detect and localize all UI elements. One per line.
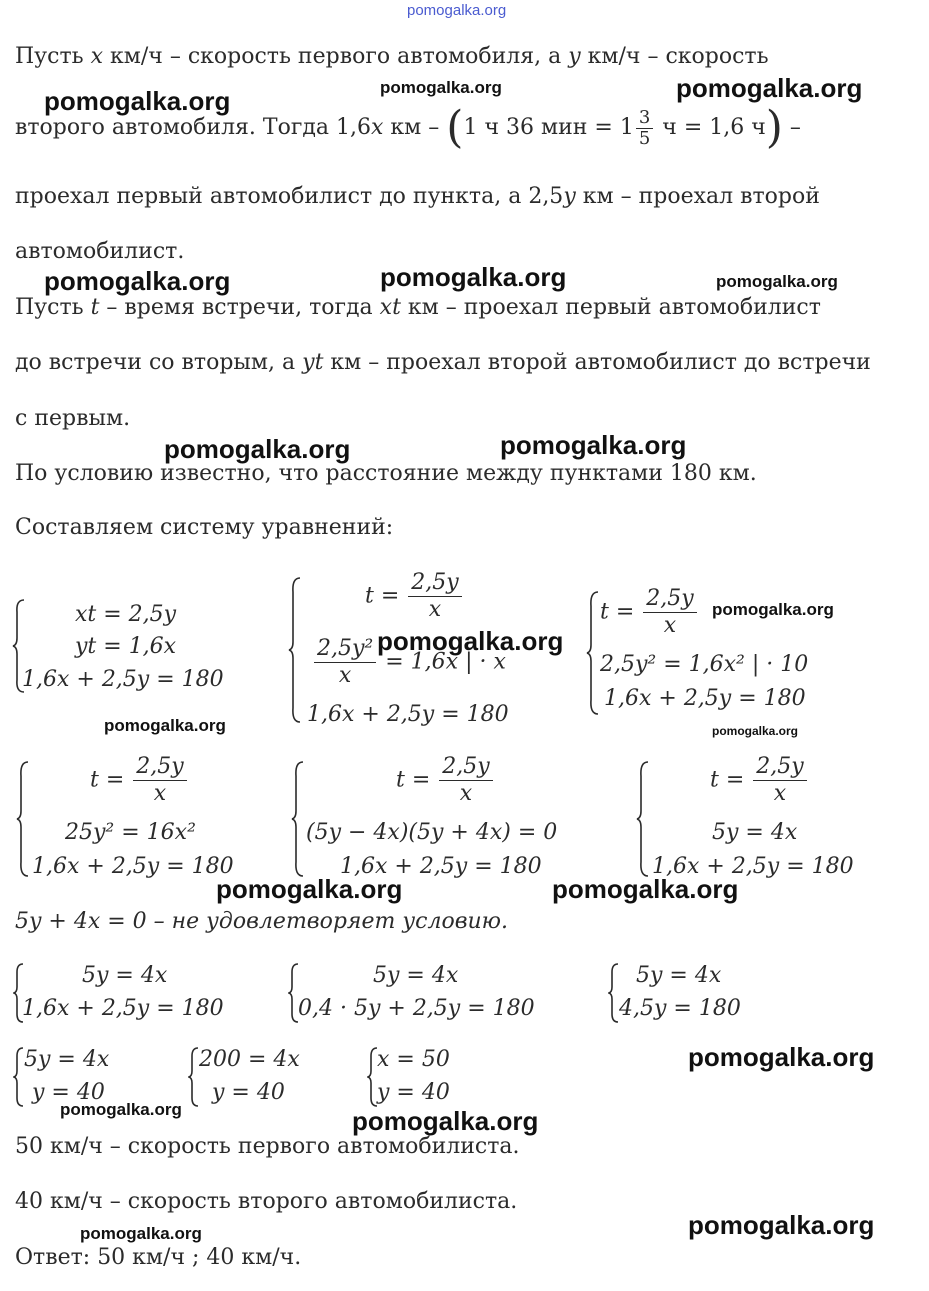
system2-row2: $\frac{\text{2,5y²}}{x}$ = 1,6x | · x bbox=[312, 636, 506, 689]
text-fragment: км/ч – скорость bbox=[580, 44, 769, 69]
text-fragment: – время встречи, тогда bbox=[99, 295, 380, 320]
text-line-4: автомобилист. bbox=[15, 239, 185, 264]
paren-open: ( bbox=[446, 102, 464, 153]
watermark: pomogalka.org bbox=[164, 434, 351, 464]
system3-row2: 2,5y² = 1,6x² | · 10 bbox=[600, 652, 809, 677]
watermark: pomogalka.org bbox=[60, 1100, 182, 1119]
system10-row2: y = 40 bbox=[32, 1080, 105, 1105]
text-line-10: 5y + 4x = 0 – не удовлетворяет условию. bbox=[15, 909, 509, 934]
var-yt: yt bbox=[302, 350, 324, 375]
system8-row1: 5y = 4x bbox=[373, 963, 459, 988]
system11-row1: 200 = 4x bbox=[199, 1047, 300, 1072]
paren-close: ) bbox=[765, 102, 783, 153]
text-fragment: проехал первый автомобилист до пункта, а 2,5 bbox=[15, 184, 564, 209]
text-fragment: км – проехал второй автомобилист до встречи bbox=[323, 350, 871, 375]
var-x: x bbox=[90, 44, 104, 69]
brace-left bbox=[291, 760, 305, 878]
var-t: t bbox=[90, 295, 100, 320]
watermark: pomogalka.org bbox=[380, 262, 567, 292]
system4-row2: 25y² = 16x² bbox=[65, 820, 196, 845]
system12-row1: x = 50 bbox=[377, 1047, 450, 1072]
answer-final: Ответ: 50 км/ч ; 40 км/ч. bbox=[15, 1245, 302, 1270]
system6-row2: 5y = 4x bbox=[712, 820, 798, 845]
system6-row1: t = $\frac{2,5y}{x}$ bbox=[710, 754, 809, 807]
system1-row3: 1,6x + 2,5y = 180 bbox=[22, 667, 224, 692]
watermark: pomogalka.org bbox=[352, 1106, 539, 1136]
var-y: y bbox=[568, 44, 581, 69]
system12-row2: y = 40 bbox=[377, 1080, 450, 1105]
watermark: pomogalka.org bbox=[688, 1210, 875, 1240]
watermark: pomogalka.org bbox=[104, 716, 226, 735]
text-fragment: км – проехал второй bbox=[575, 184, 820, 209]
system7-row2: 1,6x + 2,5y = 180 bbox=[22, 996, 224, 1021]
text-line-6 bbox=[15, 349, 871, 377]
system5-row2: (5y − 4x)(5y + 4x) = 0 bbox=[306, 820, 558, 845]
system2-row3: 1,6x + 2,5y = 180 bbox=[307, 702, 509, 727]
fraction-3-5: $\frac{3}{5}$ bbox=[636, 108, 653, 149]
text-fragment: до встречи со вторым, а bbox=[15, 350, 303, 375]
watermark: pomogalka.org bbox=[552, 874, 739, 904]
text-fragment: км/ч – скорость первого автомобиля, а bbox=[103, 44, 569, 69]
system4-row1: t = $\frac{2,5y}{x}$ bbox=[90, 754, 189, 807]
var-y: y bbox=[563, 184, 576, 209]
system6-row3: 1,6x + 2,5y = 180 bbox=[652, 854, 854, 879]
watermark: pomogalka.org bbox=[80, 1224, 202, 1243]
system3-row3: 1,6x + 2,5y = 180 bbox=[604, 686, 806, 711]
watermark: pomogalka.org bbox=[716, 272, 838, 291]
watermark: pomogalka.org bbox=[712, 724, 799, 738]
system2-row1: t = $\frac{2,5y}{x}$ bbox=[365, 570, 464, 623]
watermark: pomogalka.org bbox=[380, 78, 502, 97]
text-line-1 bbox=[15, 43, 769, 71]
brace-left bbox=[288, 576, 302, 724]
watermark: pomogalka.org bbox=[216, 874, 403, 904]
system9-row1: 5y = 4x bbox=[636, 963, 722, 988]
text-fragment: Пусть bbox=[15, 295, 91, 320]
watermark: pomogalka.org bbox=[676, 73, 863, 103]
watermark: pomogalka.org bbox=[44, 266, 231, 296]
watermark: pomogalka.org bbox=[688, 1042, 875, 1072]
text-fragment: – bbox=[782, 115, 801, 140]
watermark: pomogalka.org bbox=[377, 626, 564, 656]
var-x: x bbox=[371, 115, 384, 140]
text-fragment: второго автомобиля. Тогда 1,6 bbox=[15, 115, 372, 140]
fraction: $\frac{2,5y}{x}$ bbox=[408, 570, 461, 623]
brace-left bbox=[16, 760, 30, 878]
brace-left bbox=[586, 590, 600, 716]
system9-row2: 4,5y = 180 bbox=[619, 996, 741, 1021]
text-fragment: ч = 1,6 ч bbox=[655, 115, 766, 140]
watermark: pomogalka.org bbox=[500, 430, 687, 460]
system10-row1: 5y = 4x bbox=[24, 1047, 110, 1072]
text-line-7: с первым. bbox=[15, 406, 131, 431]
text-fragment: км – bbox=[383, 115, 447, 140]
fraction: $\frac{2,5y}{x}$ bbox=[133, 754, 186, 807]
system1-row1: xt = 2,5y bbox=[75, 602, 177, 627]
text-fragment: км – проехал первый автомобилист bbox=[400, 295, 821, 320]
system11-row2: y = 40 bbox=[212, 1080, 285, 1105]
text-line-5 bbox=[15, 294, 821, 322]
watermark-top: pomogalka.org bbox=[407, 2, 507, 19]
text-fragment: Пусть bbox=[15, 44, 91, 69]
fraction: $\frac{\text{2,5y²}}{x}$ bbox=[314, 636, 376, 689]
brace-left bbox=[636, 760, 650, 878]
system1-row2: yt = 1,6x bbox=[75, 634, 177, 659]
system5-row1: t = $\frac{2,5y}{x}$ bbox=[396, 754, 495, 807]
system4-row3: 1,6x + 2,5y = 180 bbox=[32, 854, 234, 879]
text-line-8: По условию известно, что расстояние между пунктами 180 км. bbox=[15, 461, 757, 486]
text-fragment: 1 ч 36 мин = 1 bbox=[463, 115, 634, 140]
system3-row1: t = $\frac{2,5y}{x}$ bbox=[600, 586, 699, 639]
answer-line-1: 50 км/ч – скорость первого автомобилиста. bbox=[15, 1134, 520, 1159]
answer-line-2: 40 км/ч – скорость второго автомобилиста. bbox=[15, 1189, 518, 1214]
text-line-3 bbox=[15, 183, 820, 211]
system5-row3: 1,6x + 2,5y = 180 bbox=[340, 854, 542, 879]
fraction: $\frac{2,5y}{x}$ bbox=[643, 586, 696, 639]
system7-row1: 5y = 4x bbox=[82, 963, 168, 988]
watermark: pomogalka.org bbox=[44, 86, 231, 116]
watermark: pomogalka.org bbox=[712, 600, 834, 619]
system8-row2: 0,4 · 5y + 2,5y = 180 bbox=[298, 996, 535, 1021]
fraction: $\frac{2,5y}{x}$ bbox=[439, 754, 492, 807]
fraction: $\frac{2,5y}{x}$ bbox=[753, 754, 806, 807]
text-line-9: Составляем систему уравнений: bbox=[15, 515, 394, 540]
var-xt: xt bbox=[379, 295, 401, 320]
